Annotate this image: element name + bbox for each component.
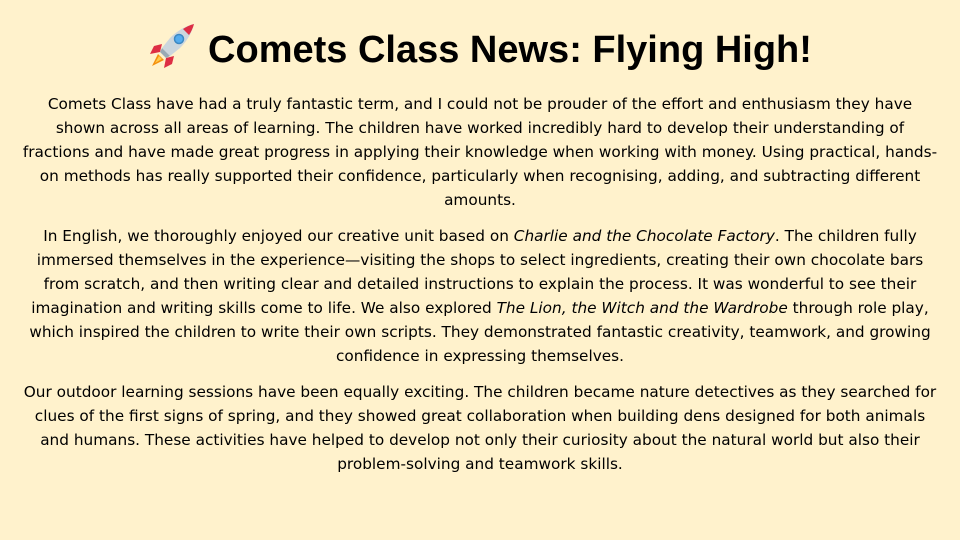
paragraph-english-text-2: . The children fully immersed themselves in the experience—visiting the shops to select ingredients, creating their own chocolate bars from scratch, and then writing clear and detailed instructions to explain the process. It was wonderful to see their imagination and writing skills come to life. We also explored: [31, 227, 924, 317]
book-title-lion-witch: The Lion, the Witch and the Wardrobe: [496, 299, 788, 317]
paragraph-fractions: Comets Class have had a truly fantastic term, and I could not be prouder of the effort and enthusiasm they have shown across all areas of learning. The children have worked incredibly hard to develop their understanding of fractions and have made great progress in applying their knowledge when working with money. Using practical, hands-on methods has really supported their confidence, particularly when recognising, adding, and subtracting different amounts.: [22, 95, 938, 209]
rocket-icon: [148, 22, 196, 70]
book-title-charlie: Charlie and the Chocolate Factory: [513, 227, 775, 245]
paragraph-english-text-3: through role play, which inspired the children to write their own scripts. They demonstrated fantastic creativity, teamwork, and growing confidence in expressing themselves.: [29, 299, 931, 365]
paragraph-outdoor-learning: Our outdoor learning sessions have been equally exciting. The children became nature detectives as they searched for clues of the first signs of spring, and they showed great collaboration when building dens designed for both animals and humans. These activities have helped to develop not only their curiosity about the natural world but also their problem-solving and teamwork skills.: [23, 383, 937, 473]
paragraph-english-text-1: In English, we thoroughly enjoyed our creative unit based on: [43, 227, 514, 245]
newsletter-body: [22, 92, 938, 488]
title-text: Comets Class News: Flying High!: [208, 29, 812, 71]
paragraph-english: [22, 224, 938, 368]
page-title: [0, 22, 960, 74]
